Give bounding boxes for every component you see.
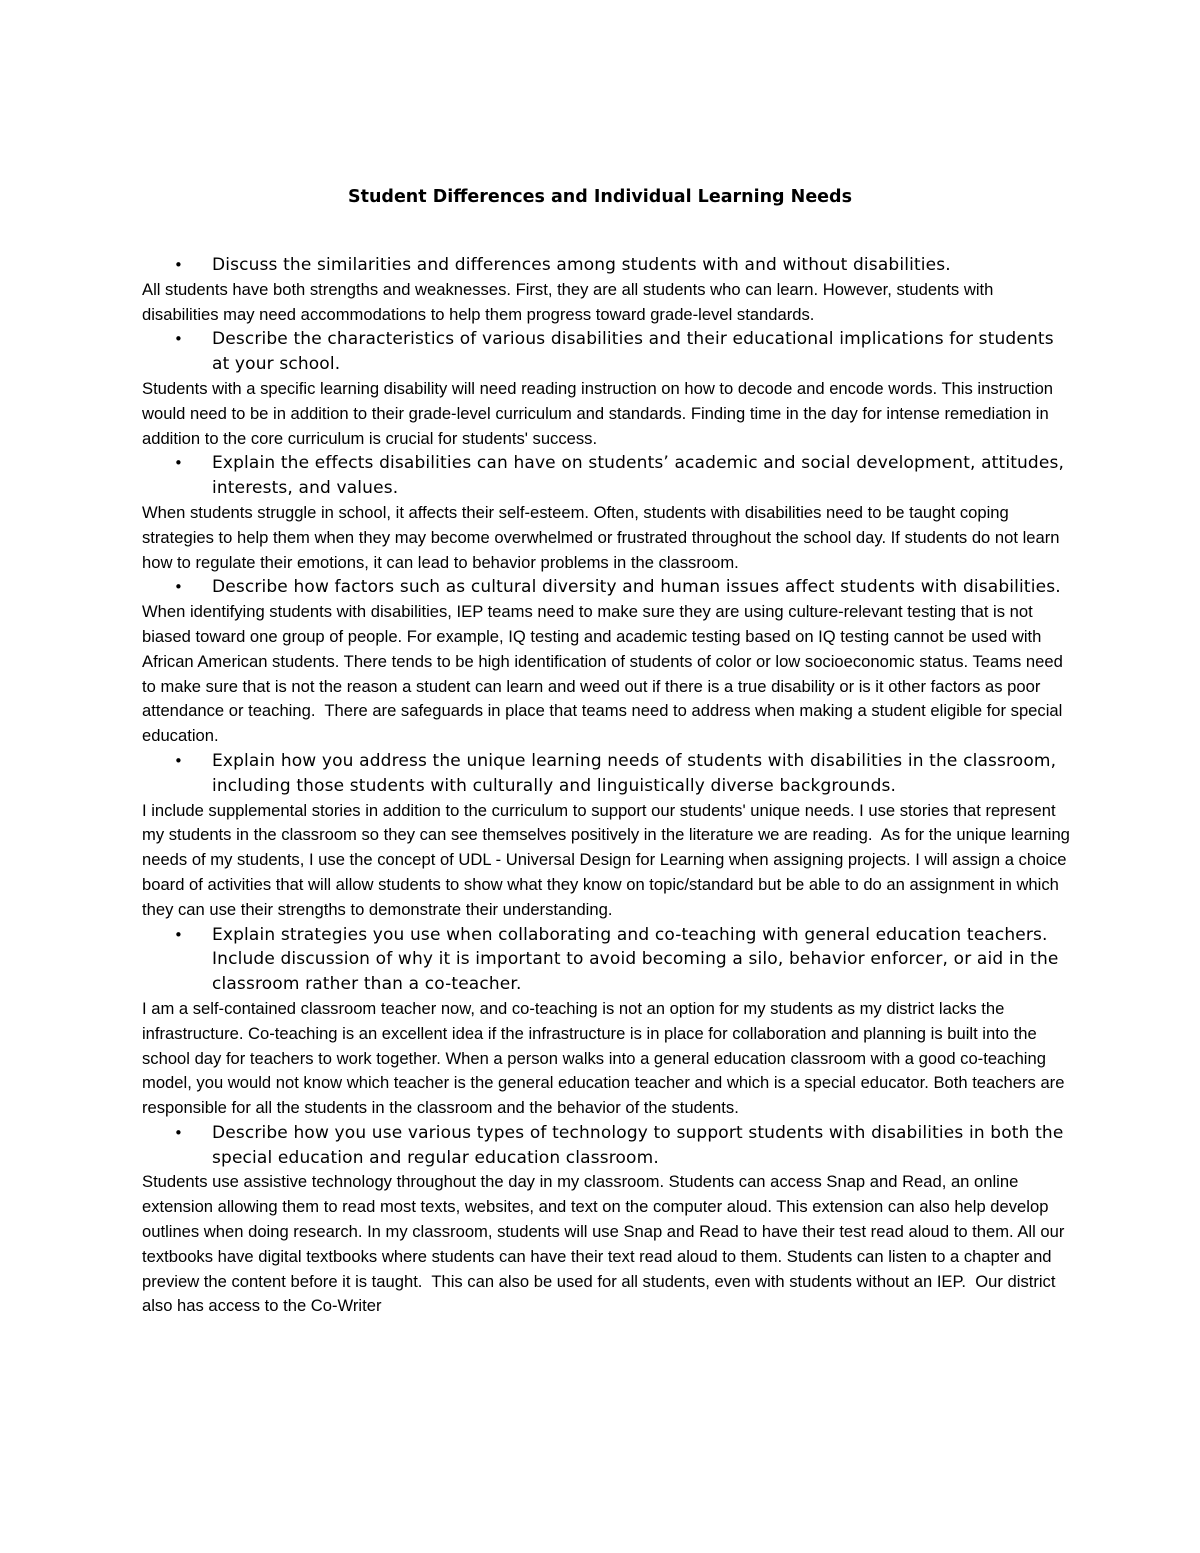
prompt-text: Explain how you address the unique learning needs of students with disabilities in the classroom, including those students with culturally and linguistically diverse backgrounds. [212,750,1057,796]
bullet-prompt [142,749,1072,799]
prompt-text: Describe how you use various types of technology to support students with disabilities in both the special education and regular education classroom. [212,1122,1064,1168]
answer-paragraph: Students with a specific learning disability will need reading instruction on how to decode and encode words. This instruction would need to be in addition to their grade-level curriculum and standards. Finding time in the day for intense remediation in addition to the core curriculum is crucial for students' success. [142,378,1058,448]
bullet-prompt [142,253,1072,278]
answer-paragraph: I am a self-contained classroom teacher now, and co-teaching is not an option for my students as my district lacks the infrastructure. Co-teaching is an excellent idea if the infrastructure is in place for collaboration and planning is built into the school day for teachers to work together. When a person walks into a general education classroom with a good co-teaching model, you would not know which teacher is the general education teacher and which is a special educator. Both teachers are responsible for all the students in the classroom and the behavior of the students. [142,998,1070,1118]
answer-paragraph: When identifying students with disabilities, IEP teams need to make sure they are using culture-relevant testing that is not biased toward one group of people. For example, IQ testing and academic testing based on IQ testing cannot be used with African American students. There tends to be high identification of students of color or low socioeconomic status. Teams need to make sure that is not the reason a student can learn and weed out if there is a true disability or is it other factors as poor attendance or teaching. There are safeguards in place that teams need to address when making a student eligible for special education. [142,602,1068,746]
bullet-dot-icon: • [174,1123,183,1142]
bullet-prompt [142,923,1072,997]
prompt-text: Explain the effects disabilities can have on students’ academic and social development, attitudes, interests, and values. [212,453,1065,499]
answer-paragraph: All students have both strengths and weaknesses. First, they are all students who can learn. However, students with disabilities may need accommodations to help them progress toward grade-level standards. [142,279,998,324]
prompt-text: Describe the characteristics of various disabilities and their educational implications for students at your school. [212,329,1054,375]
prompt-text: Describe how factors such as cultural diversity and human issues affect students with disabilities. [212,577,1061,598]
answer-paragraph: I include supplemental stories in addition to the curriculum to support our students' unique needs. I use stories that represent my students in the classroom so they can see themselves positively in the literature we are reading. As for the unique learning needs of my students, I use the concept of UDL - Universal Design for Learning when assigning projects. I will assign a choice board of activities that will allow students to show what they know on topic/standard but be able to do an assignment in which they can use their strengths to demonstrate their understanding. [142,800,1075,919]
bullet-prompt [142,451,1072,501]
answer-paragraph: Students use assistive technology throughout the day in my classroom. Students can access Snap and Read, an online extension allowing them to read most texts, websites, and text on the computer aloud. This extension can also help develop outlines when doing research. In my classroom, students will use Snap and Read to have their test read aloud to them. All our textbooks have digital textbooks where students can have their text read aloud to them. Students can listen to a chapter and preview the content before it is taught. This can also be used for all students, even with students without an IEP. Our district also has access to the Co-Writer [142,1172,1070,1316]
answer-paragraph: When students struggle in school, it affects their self-esteem. Often, students with disabilities need to be taught coping strategies to help them when they may become overwhelmed or frustrated throughout the school day. If students do not learn how to regulate their emotions, it can lead to behavior problems in the classroom. [142,502,1065,572]
bullet-prompt [142,575,1072,600]
bullet-dot-icon: • [174,751,183,770]
bullet-dot-icon: • [174,330,183,349]
prompt-text: Discuss the similarities and differences among students with and without disabilities. [212,255,951,275]
bullet-dot-icon: • [174,925,183,944]
document-body [142,253,1075,1319]
prompt-text: Explain strategies you use when collaborating and co-teaching with general education teachers. Include discussion of why it is important to avoid becoming a silo, behavior enforcer, or aid in the classroom rather than a co-teacher. [212,924,1059,995]
bullet-prompt [142,1121,1072,1171]
bullet-prompt [142,327,1072,377]
document-title: Student Differences and Individual Learning Needs [347,187,852,207]
bullet-dot-icon: • [174,578,183,597]
bullet-dot-icon: • [174,454,183,473]
bullet-dot-icon: • [174,256,183,274]
